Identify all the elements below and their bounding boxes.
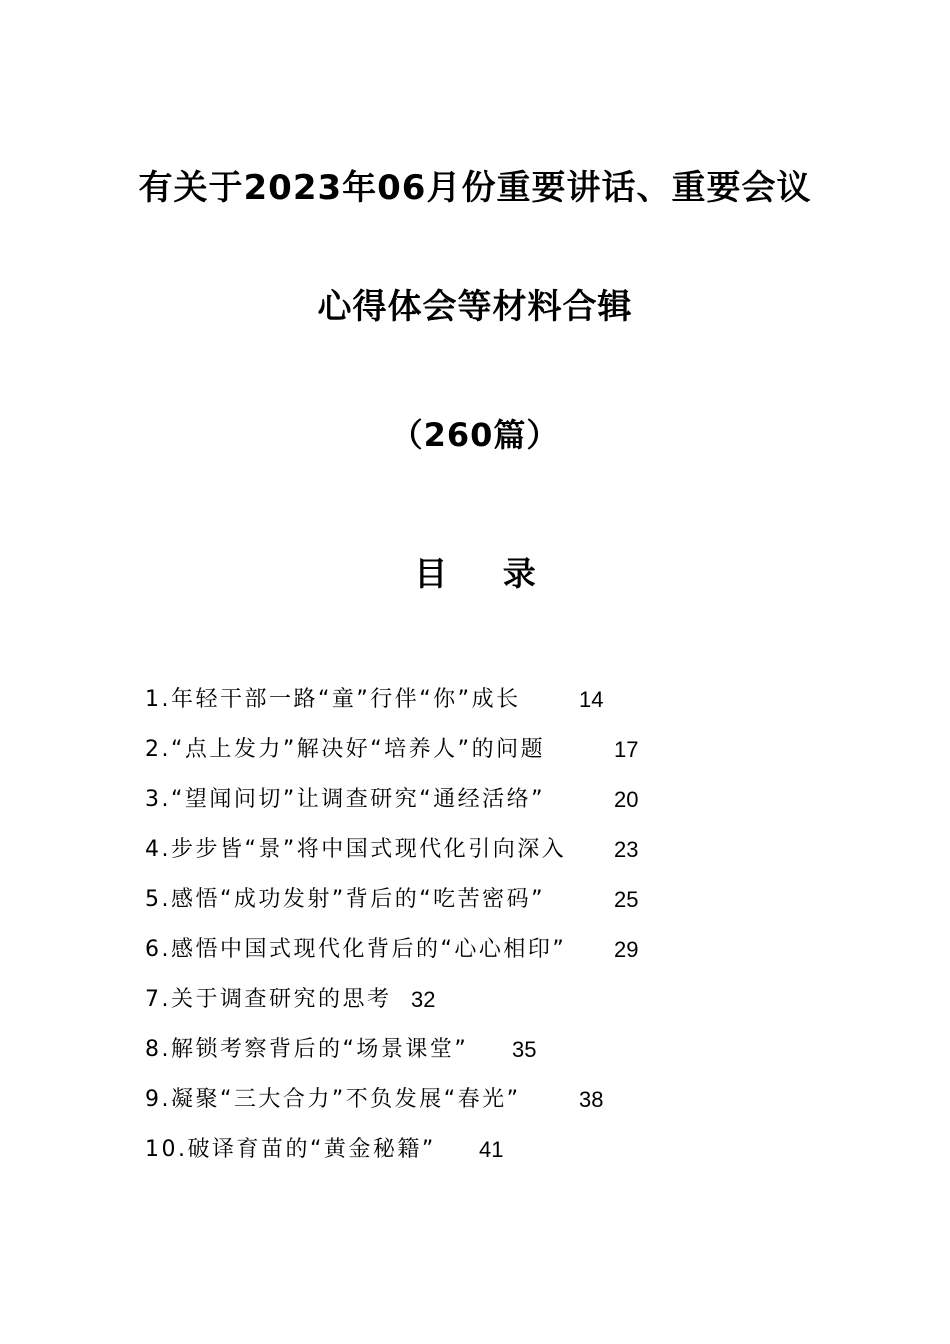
toc-item xyxy=(145,833,765,883)
toc-item-page: 25 xyxy=(614,887,639,912)
toc-item-title: 2.“点上发力”解决好“培养人”的问题 xyxy=(145,737,546,762)
toc-item-title: 8.解锁考察背后的“场景课堂” xyxy=(145,1037,469,1062)
article-count: （260篇） xyxy=(390,416,560,454)
toc-item-page: 32 xyxy=(411,987,436,1012)
toc-item-page: 35 xyxy=(512,1037,537,1062)
toc-item-title: 3.“望闻问切”让调查研究“通经活络” xyxy=(145,787,546,812)
toc-item xyxy=(145,783,765,833)
table-of-contents xyxy=(145,683,765,1183)
document-title-line-1: 有关于2023年06月份重要讲话、重要会议 xyxy=(138,168,812,208)
document-title-line-2: 心得体会等材料合辑 xyxy=(317,287,633,327)
toc-heading: 目 录 xyxy=(414,554,558,593)
toc-item xyxy=(145,983,765,1033)
toc-item xyxy=(145,683,765,733)
toc-item-title: 5.感悟“成功发射”背后的“吃苦密码” xyxy=(145,887,546,912)
toc-item xyxy=(145,933,765,983)
toc-item-page: 29 xyxy=(614,937,639,962)
toc-item-title: 6.感悟中国式现代化背后的“心心相印” xyxy=(145,937,567,962)
toc-item-title: 10.破译育苗的“黄金秘籍” xyxy=(145,1137,436,1162)
toc-item-title: 4.步步皆“景”将中国式现代化引向深入 xyxy=(145,837,567,862)
toc-item-title: 9.凝聚“三大合力”不负发展“春光” xyxy=(145,1087,521,1112)
toc-item xyxy=(145,733,765,783)
toc-item xyxy=(145,1083,765,1133)
toc-item-page: 14 xyxy=(579,687,604,712)
toc-item-title: 1.年轻干部一路“童”行伴“你”成长 xyxy=(145,687,521,712)
toc-item-title: 7.关于调查研究的思考 xyxy=(145,987,392,1012)
toc-item-page: 17 xyxy=(614,737,639,762)
toc-item-page: 20 xyxy=(614,787,639,812)
toc-item-page: 38 xyxy=(579,1087,604,1112)
toc-item xyxy=(145,1133,765,1183)
toc-item-page: 41 xyxy=(479,1137,504,1162)
toc-item-page: 23 xyxy=(614,837,639,862)
toc-item xyxy=(145,883,765,933)
toc-item xyxy=(145,1033,765,1083)
